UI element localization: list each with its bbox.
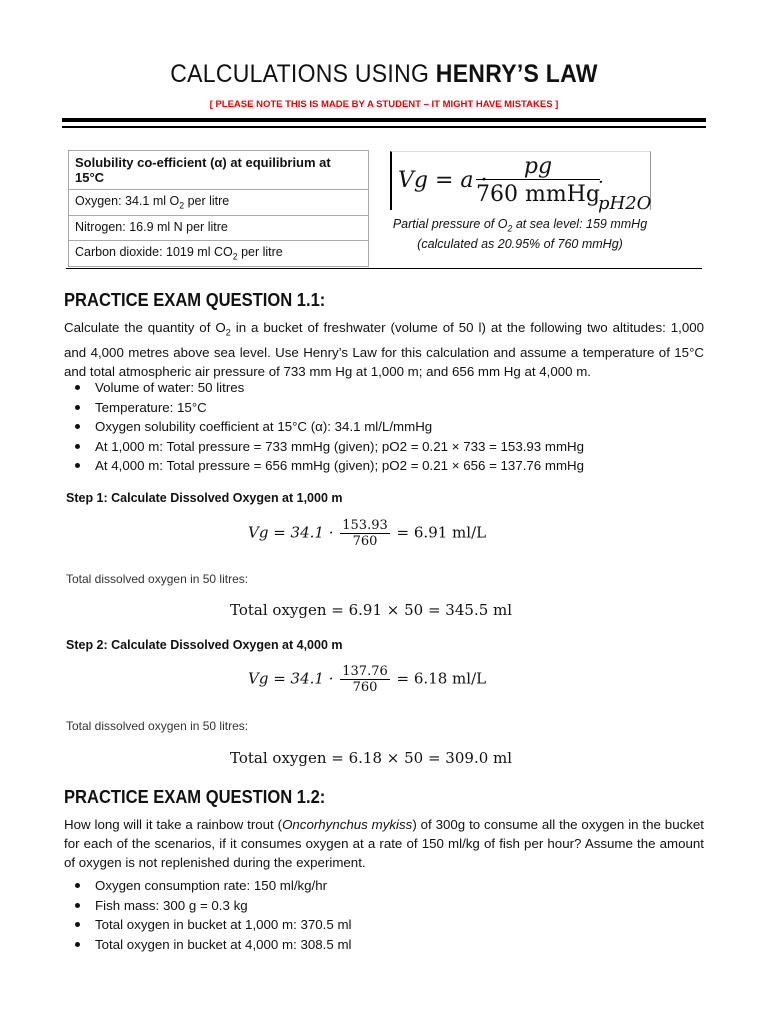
list-item: At 4,000 m: Total pressure = 656 mmHg (given); pO2 = 0.21 × 656 = 137.76 mmHg	[95, 456, 584, 476]
total-equation-1: Total oxygen = 6.91 × 50 = 345.5 ml	[230, 601, 513, 619]
total-label-1: Total dissolved oxygen in 50 litres:	[66, 572, 249, 586]
list-item: Total oxygen in bucket at 4,000 m: 308.5 ml	[95, 935, 351, 955]
question-1-2-text: How long will it take a rainbow trout (Oncorhynchus mykiss) of 300g to consume all the oxygen in the bucket for each of the scenarios, if it consumes oxygen at a rate of 150 ml/kg of fish per hour? Assume the amount of oxygen is not replenished during the experiment.	[64, 817, 704, 870]
partial-pressure-caption: Partial pressure of $O_2$ at sea level: 159 mmHg (calculated as 20.95% of 760 mmHg)	[392, 217, 648, 251]
formula-denominator: 760 mmHg	[476, 182, 600, 207]
formula-numerator: pg	[476, 154, 600, 180]
list-item: Volume of water: 50 litres	[95, 378, 584, 398]
header-divider-thin	[62, 126, 706, 128]
list-item: Total oxygen in bucket at 1,000 m: 370.5 ml	[95, 915, 351, 935]
question-1-1-text: Calculate the quantity of $O_2$ in a bucket of freshwater (volume of 50 l) at the following two altitudes: 1,000 and 4,000 metres above sea level. Use Henry’s Law for this calculation and assume a temperature of 15°C and total atmospheric air pressure of 733 mm Hg at 1,000 m; and 656 mm Hg at 4,000 m.	[64, 320, 705, 379]
list-item: Temperature: 15°C	[95, 398, 584, 418]
section-divider	[66, 268, 702, 269]
total-label-2: Total dissolved oxygen in 50 litres:	[66, 719, 249, 733]
henrys-law-formula	[390, 151, 652, 214]
step-2-equation: Vg = 34.1 · $\frac{137.76}{760}$ = 6.18 ml/L	[248, 664, 487, 695]
list-item: Fish mass: 300 g = 0.3 kg	[95, 896, 351, 916]
question-1-1-givens	[64, 378, 584, 476]
formula-lhs: Vg = a ·	[398, 168, 488, 193]
step-2-heading: Step 2: Calculate Dissolved Oxygen at 4,000 m	[66, 638, 343, 652]
table-row: Nitrogen: 16.9 ml N per litre	[69, 215, 369, 241]
solubility-table	[68, 150, 369, 267]
formula-fraction	[476, 154, 600, 207]
formula-tail: · pH2O	[598, 172, 652, 214]
page-title: CALCULATIONS USING HENRY’S LAW	[170, 60, 598, 88]
student-note: [ PLEASE NOTE THIS IS MADE BY A STUDENT – IT MIGHT HAVE MISTAKES ]	[209, 99, 559, 110]
header-divider-thick	[62, 118, 706, 122]
question-1-2-heading: PRACTICE EXAM QUESTION 1.2:	[64, 787, 326, 807]
step-1-equation: Vg = 34.1 · $\frac{153.93}{760}$ = 6.91 ml/L	[248, 518, 487, 549]
question-1-1-heading: PRACTICE EXAM QUESTION 1.1:	[64, 290, 326, 310]
total-equation-2: Total oxygen = 6.18 × 50 = 309.0 ml	[230, 749, 513, 767]
table-row: Carbon dioxide: 1019 ml $CO_2$ per litre	[69, 241, 369, 267]
table-row: Oxygen: 34.1 ml $O_2$ per litre	[69, 190, 369, 216]
list-item: Oxygen consumption rate: 150 ml/kg/hr	[95, 876, 351, 896]
table-header-row	[69, 151, 369, 190]
list-item: At 1,000 m: Total pressure = 733 mmHg (given); pO2 = 0.21 × 733 = 153.93 mmHg	[95, 437, 584, 457]
list-item: Oxygen solubility coefficient at 15°C (α): 34.1 ml/L/mmHg	[95, 417, 584, 437]
table-heading: Solubility co-efficient (α) at equilibrium at 15°C	[69, 151, 369, 190]
step-1-heading: Step 1: Calculate Dissolved Oxygen at 1,000 m	[66, 491, 343, 505]
question-1-2-givens	[64, 876, 351, 954]
